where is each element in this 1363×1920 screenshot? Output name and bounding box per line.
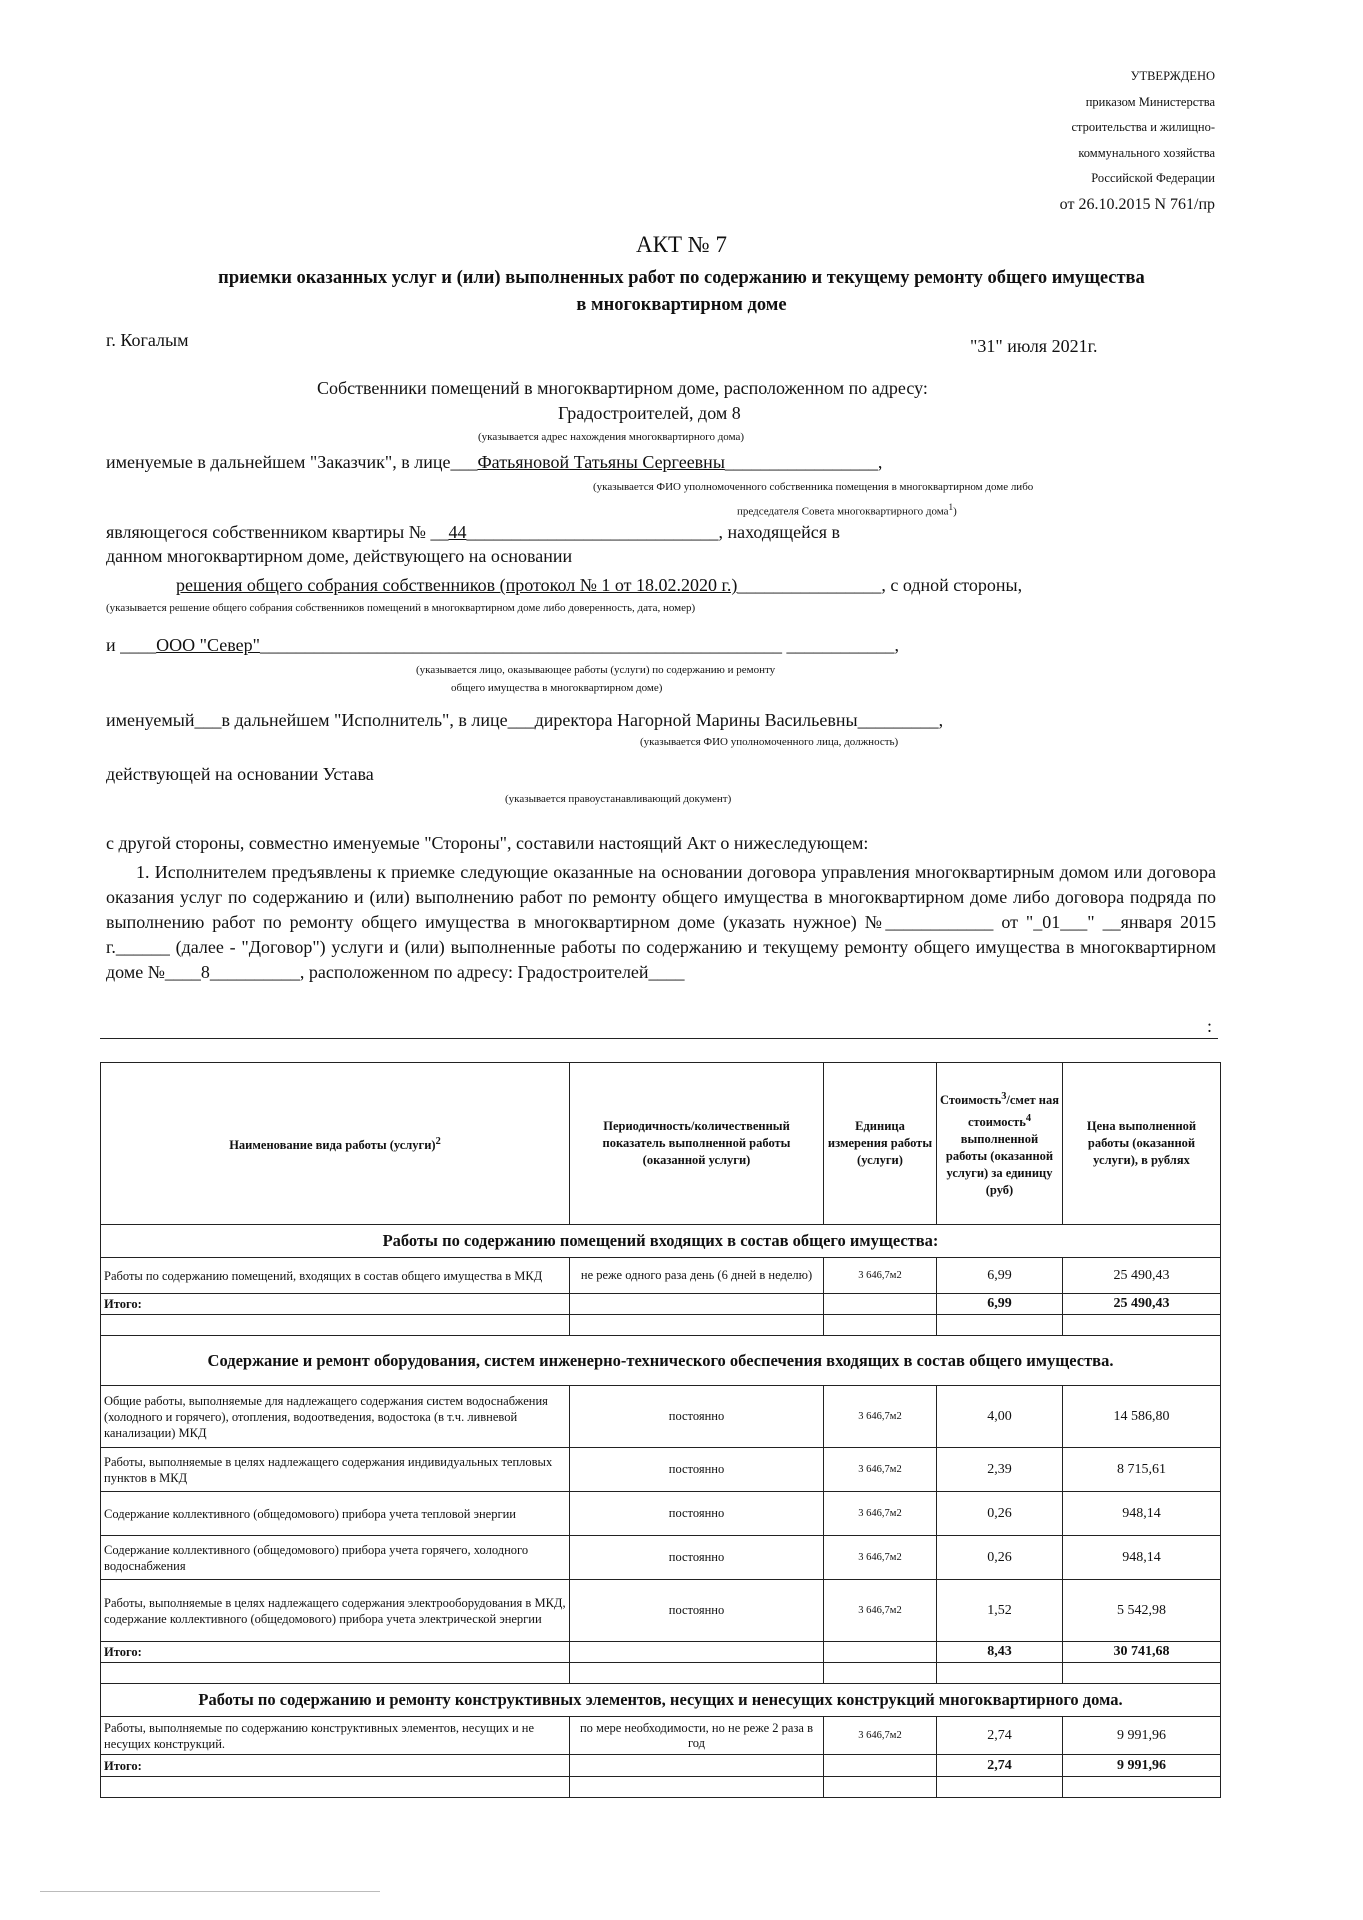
- header-price: Цена выполненной работы (оказанной услуги), в рублях: [1063, 1063, 1221, 1225]
- empty-cell: [570, 1642, 824, 1663]
- customer-hint-2: [737, 502, 957, 518]
- empty-cell: [101, 1663, 570, 1684]
- approval-title: УТВЕРЖДЕНО: [1130, 69, 1215, 83]
- empty-cell: [824, 1294, 937, 1315]
- work-price: 5 542,98: [1063, 1580, 1221, 1642]
- empty-cell: [824, 1777, 937, 1798]
- owner-prefix: являющегося собственником квартиры № __: [106, 522, 449, 542]
- work-unit: 3 646,7м2: [824, 1386, 937, 1448]
- customer-name: Фатьяновой Татьяны Сергеевны: [477, 452, 725, 472]
- work-cost: 1,52: [937, 1580, 1063, 1642]
- works-table: [100, 1062, 1221, 1798]
- total-row: [101, 1642, 1221, 1663]
- table-row: [101, 1258, 1221, 1294]
- empty-cell: [570, 1663, 824, 1684]
- work-unit: 3 646,7м2: [824, 1492, 937, 1536]
- building-address: Градостроителей, дом 8: [558, 403, 741, 423]
- work-cost: 2,39: [937, 1448, 1063, 1492]
- total-row: [101, 1294, 1221, 1315]
- work-unit: 3 646,7м2: [824, 1536, 937, 1580]
- header-cost: [937, 1063, 1063, 1225]
- basis-value-line: [176, 575, 1022, 596]
- approval-order: от 26.10.2015 N 761/пр: [1059, 195, 1215, 213]
- empty-row: [101, 1777, 1221, 1798]
- work-period: постоянно: [570, 1580, 824, 1642]
- work-period: не реже одного раза день (6 дней в неделю): [570, 1258, 824, 1294]
- total-label: Итого:: [101, 1642, 570, 1663]
- owner-suffix: ____________________________, находящейся в: [466, 522, 841, 542]
- work-price: 948,14: [1063, 1492, 1221, 1536]
- section-title: Содержание и ремонт оборудования, систем инженерно-технического обеспечения входящих в состав общего имущества.: [101, 1336, 1221, 1386]
- paragraph-1-text: 1. Исполнителем предъявлены к приемке следующие оказанные на основании договора управления многоквартирным домом или договора оказания услуг по содержанию и (или) выполнению работ по ремонту общего имущества в многоквартирном доме либо договора подряда по выполнению работ по ремонту общего имущества в многоквартирном доме (указать нужное) №____________ от "_01___" __января 2015 г.______ (далее - "Договор") услуги и (или) выполненные работы по содержанию и текущему ремонту общего имущества в многоквартирном доме №____8__________, расположенном по адресу: Градостроителей____: [106, 862, 1216, 982]
- empty-row: [101, 1315, 1221, 1336]
- total-cost: 8,43: [937, 1642, 1063, 1663]
- basis-value: решения общего собрания собственников (протокол № 1 от 18.02.2020 г.): [176, 575, 738, 595]
- empty-cell: [101, 1315, 570, 1336]
- approval-line: Российской Федерации: [1091, 171, 1215, 185]
- total-cost: 6,99: [937, 1294, 1063, 1315]
- work-price: 8 715,61: [1063, 1448, 1221, 1492]
- section-row: [101, 1336, 1221, 1386]
- customer-hint: (указывается ФИО уполномоченного собственника помещения в многоквартирном доме либо: [593, 481, 1034, 493]
- empty-cell: [824, 1755, 937, 1777]
- header-cost-c: выполненной работы (оказанной услуги) за единицу (руб): [945, 1131, 1054, 1197]
- section-row: [101, 1684, 1221, 1717]
- table-row: [101, 1580, 1221, 1642]
- section-title: Работы по содержанию и ремонту конструктивных элементов, несущих и ненесущих конструкций многоквартирного дома.: [101, 1684, 1221, 1717]
- header-period: Периодичность/количественный показатель выполненной работы (оказанной услуги): [570, 1063, 824, 1225]
- footnote-mark: 4: [1025, 1112, 1032, 1124]
- approval-line: коммунального хозяйства: [1078, 145, 1215, 160]
- apartment-number: 44: [448, 522, 467, 542]
- empty-cell: [824, 1663, 937, 1684]
- empty-cell: [824, 1315, 937, 1336]
- section-row: [101, 1225, 1221, 1258]
- work-price: 14 586,80: [1063, 1386, 1221, 1448]
- total-label: Итого:: [101, 1294, 570, 1315]
- empty-cell: [570, 1294, 824, 1315]
- work-cost: 2,74: [937, 1717, 1063, 1755]
- document-title: АКТ № 7: [636, 232, 727, 257]
- work-period: постоянно: [570, 1492, 824, 1536]
- basis-document: действующей на основании Устава: [106, 764, 374, 784]
- executor-hint: (указывается ФИО уполномоченного лица, должность): [640, 736, 899, 748]
- work-unit: 3 646,7м2: [824, 1580, 937, 1642]
- owner-line: [106, 522, 840, 543]
- total-price: 9 991,96: [1063, 1755, 1221, 1777]
- subtitle-line: в многоквартирном доме: [576, 295, 787, 315]
- contractor-line: [106, 635, 899, 656]
- empty-cell: [1063, 1663, 1221, 1684]
- work-name: Работы по содержанию помещений, входящих в состав общего имущества в МКД: [101, 1258, 570, 1294]
- section-title: Работы по содержанию помещений входящих в состав общего имущества:: [101, 1225, 1221, 1258]
- contractor-hint: (указывается лицо, оказывающее работы (услуги) по содержанию и ремонту: [416, 664, 776, 676]
- executor-line: именуемый___в дальнейшем "Исполнитель", в лице___директора Нагорной Марины Васильевны_________,: [106, 710, 944, 730]
- empty-cell: [937, 1663, 1063, 1684]
- colon: :: [1207, 1016, 1213, 1036]
- empty-cell: [570, 1777, 824, 1798]
- approval-line: строительства и жилищно-: [1071, 120, 1215, 134]
- empty-cell: [1063, 1777, 1221, 1798]
- total-cost: 2,74: [937, 1755, 1063, 1777]
- work-period: по мере необходимости, но не реже 2 раза в год: [570, 1717, 824, 1755]
- customer-suffix: _________________,: [724, 452, 883, 472]
- work-name: Работы, выполняемые в целях надлежащего содержания индивидуальных тепловых пунктов в МКД: [101, 1448, 570, 1492]
- work-unit: 3 646,7м2: [824, 1717, 937, 1755]
- work-period: постоянно: [570, 1448, 824, 1492]
- basis-document-hint: (указывается правоустанавливающий документ): [505, 793, 732, 805]
- work-price: 25 490,43: [1063, 1258, 1221, 1294]
- divider: [100, 1038, 1218, 1039]
- work-cost: 0,26: [937, 1492, 1063, 1536]
- work-cost: 6,99: [937, 1258, 1063, 1294]
- work-cost: 0,26: [937, 1536, 1063, 1580]
- footnote-mark: 3: [1001, 1091, 1007, 1103]
- table-row: [101, 1492, 1221, 1536]
- table-row: [101, 1717, 1221, 1755]
- customer-hint-text: председателя Совета многоквартирного дома: [737, 505, 949, 518]
- subtitle-line: приемки оказанных услуг и (или) выполненных работ по содержанию и текущему ремонту общего имущества: [218, 268, 1145, 288]
- city: г. Когалым: [106, 330, 189, 350]
- parties-line: с другой стороны, совместно именуемые "Стороны", составили настоящий Акт о нижеследующем:: [106, 833, 869, 853]
- header-cost-b: /смет ная стоимость: [967, 1093, 1059, 1129]
- scan-edge-line: [40, 1891, 380, 1892]
- footnote-mark: 2: [435, 1135, 441, 1147]
- table-row: [101, 1536, 1221, 1580]
- header-cost-a: Стоимость: [940, 1093, 1002, 1108]
- approval-line: приказом Министерства: [1085, 94, 1215, 109]
- empty-cell: [570, 1755, 824, 1777]
- empty-cell: [937, 1777, 1063, 1798]
- table-row: [101, 1448, 1221, 1492]
- total-price: 25 490,43: [1063, 1294, 1221, 1315]
- header-name: [101, 1063, 570, 1225]
- paragraph-1: [106, 860, 1216, 985]
- work-cost: 4,00: [937, 1386, 1063, 1448]
- work-unit: 3 646,7м2: [824, 1448, 937, 1492]
- empty-row: [101, 1663, 1221, 1684]
- empty-cell: [937, 1315, 1063, 1336]
- customer-line: [106, 452, 882, 473]
- contractor-name: ООО "Север": [156, 635, 260, 655]
- empty-cell: [101, 1777, 570, 1798]
- customer-prefix: именуемые в дальнейшем "Заказчик", в лице___: [106, 452, 478, 472]
- footnote-mark: 1: [948, 502, 954, 512]
- work-name: Содержание коллективного (общедомового) прибора учета тепловой энергии: [101, 1492, 570, 1536]
- total-label: Итого:: [101, 1755, 570, 1777]
- owners-intro: Собственники помещений в многоквартирном доме, расположенном по адресу:: [317, 378, 928, 398]
- work-period: постоянно: [570, 1386, 824, 1448]
- work-price: 948,14: [1063, 1536, 1221, 1580]
- header-name-text: Наименование вида работы (услуги): [229, 1138, 436, 1153]
- basis-suffix: ________________, с одной стороны,: [737, 575, 1023, 595]
- basis-hint: (указывается решение общего собрания собственников помещений в многоквартирном доме либо доверенность, дата, номер): [106, 602, 696, 614]
- header-unit: Единица измерения работы (услуги): [824, 1063, 937, 1225]
- contractor-hint-2: общего имущества в многоквартирном доме): [451, 682, 663, 694]
- work-unit: 3 646,7м2: [824, 1258, 937, 1294]
- approval-stamp: [1060, 64, 1215, 217]
- work-name: Содержание коллективного (общедомового) прибора учета горячего, холодного водоснабжения: [101, 1536, 570, 1580]
- document-subtitle: [0, 265, 1363, 319]
- contractor-suffix: __________________________________________________________ ____________,: [259, 635, 899, 655]
- table-header-row: [101, 1063, 1221, 1225]
- contractor-prefix: и ____: [106, 635, 157, 655]
- work-name: Работы, выполняемые по содержанию конструктивных элементов, несущих и не несущих конструкций.: [101, 1717, 570, 1755]
- work-period: постоянно: [570, 1536, 824, 1580]
- table-row: [101, 1386, 1221, 1448]
- act-date: "31" июля 2021г.: [970, 336, 1098, 356]
- empty-cell: [1063, 1315, 1221, 1336]
- basis-line: данном многоквартирном доме, действующего на основании: [106, 546, 573, 566]
- work-price: 9 991,96: [1063, 1717, 1221, 1755]
- customer-hint-end: ): [953, 505, 957, 518]
- total-row: [101, 1755, 1221, 1777]
- work-name: Общие работы, выполняемые для надлежащего содержания систем водоснабжения (холодного и горячего), отопления, водоотведения, водостока (в т.ч. ливневой канализации) МКД: [101, 1386, 570, 1448]
- empty-cell: [570, 1315, 824, 1336]
- address-hint: (указывается адрес нахождения многоквартирного дома): [478, 431, 745, 443]
- empty-cell: [824, 1642, 937, 1663]
- total-price: 30 741,68: [1063, 1642, 1221, 1663]
- work-name: Работы, выполняемые в целях надлежащего содержания электрооборудования в МКД, содержание коллективного (общедомового) прибора учета электрической энергии: [101, 1580, 570, 1642]
